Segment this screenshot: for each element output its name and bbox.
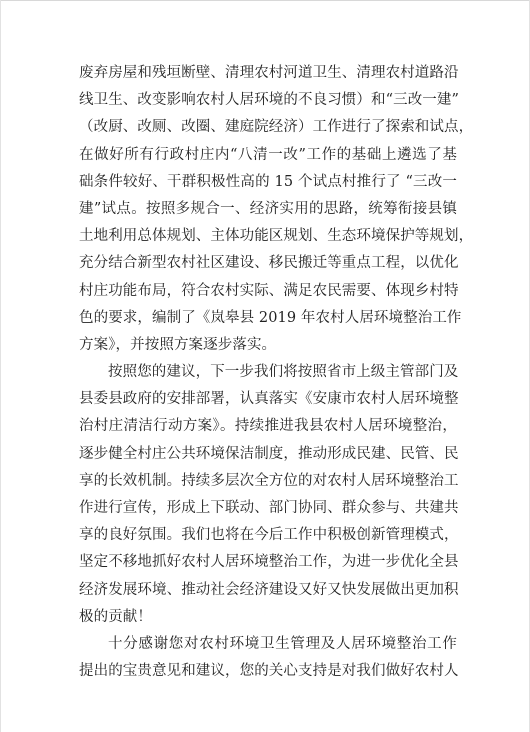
document-body [79,60,474,685]
text-line: 作进行宣传，形成上下联动、部门协同、群众参与、共建共 [79,500,459,516]
text-line: 在做好所有行政村庄内“八清一改”工作的基础上遴选了基 [79,146,457,163]
page-left-border [0,0,1,732]
text-line: 坚定不移地抓好农村人居环境整治工作，为进一步优化全县 [79,554,459,571]
text-line: （改厨、改厕、改圈、建庭院经济）工作进行了探索和试点， [79,119,474,136]
text-line: 村庄功能布局，符合农村实际、满足农民需要、体现乡村特 [79,282,459,299]
text-line: 废弃房屋和残垣断壁、清理农村河道卫生、清理农村道路沿 [79,65,459,81]
text-line: 治村庄清洁行动方案》。持续推进我县农村人居环境整治， [79,418,457,435]
text-line: 逐步健全村庄公共环境保洁制度，推动形成民建、民管、民 [79,445,459,462]
page-top-border [0,0,530,1]
paragraph-first-line: 按照您的建议，下一步我们将按照省市上级主管部门及 [108,364,459,381]
text-line: 享的长效机制。持续多层次全方位的对农村人居环境整治工 [79,472,459,489]
text-line: 充分结合新型农村社区建设、移民搬迁等重点工程，以优化 [79,255,459,272]
text-line: 提出的宝贵意见和建议，您的关心支持是对我们做好农村人 [79,663,459,680]
text-line: 经济发展环境、推动社会经济建设又好又快发展做出更加积 [79,581,459,598]
text-line: 线卫生、改变影响农村人居环境的不良习惯）和“三改一建” [79,92,460,109]
text-line: 土地利用总体规划、主体功能区规划、生态环境保护等规划， [79,228,474,245]
text-line: 建”试点。按照多规合一、经济实用的思路，统筹衔接县镇 [79,200,457,217]
paragraph-first-line: 十分感谢您对农村环境卫生管理及人居环境整治工作 [108,635,457,652]
paragraph-end-line: 方案》，并按照方案逐步落实。 [79,336,277,353]
paragraph-end-line: 极的贡献！ [79,608,152,625]
text-line: 享的良好氛围。我们也将在今后工作中积极创新管理模式， [79,527,459,544]
text-line: 色的要求，编制了《岚皋县 2019 年农村人居环境整治工作 [79,309,462,326]
text-line: 础条件较好、干群积极性高的 15 个试点村推行了 “三改一 [79,173,457,190]
text-line: 县委县政府的安排部署，认真落实《安康市农村人居环境整 [79,391,459,408]
